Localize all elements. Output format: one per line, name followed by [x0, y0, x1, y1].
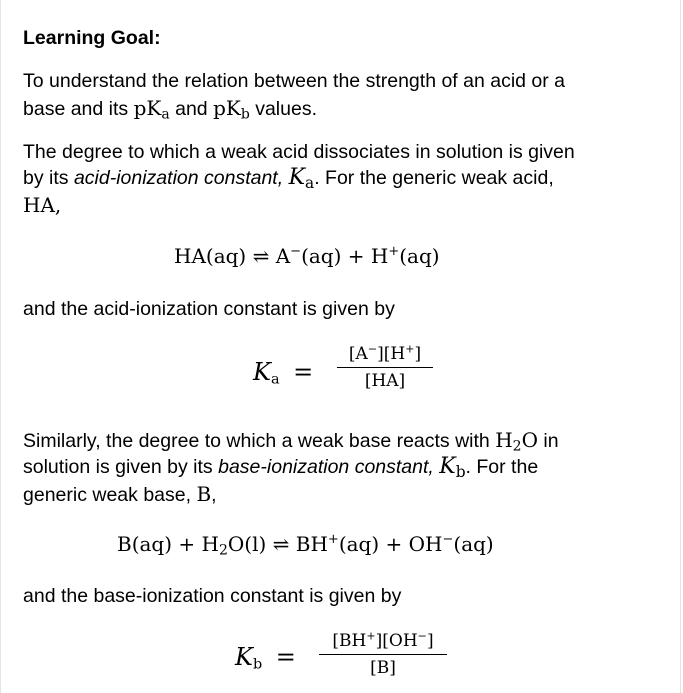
plus-sign: +	[347, 244, 365, 268]
base-text-3b: ,	[211, 484, 217, 506]
acid-constant-text: and the acid-ionization constant is given by	[23, 298, 395, 320]
kb-numerator: [BH+][OH−]	[332, 629, 434, 651]
a-minus-ion: A−(aq)	[275, 244, 342, 268]
ha-label: HA,	[23, 193, 62, 217]
equilibrium-arrow-icon-2: ⇌	[272, 532, 290, 556]
base-line-2	[23, 455, 538, 479]
learning-goal-title	[23, 26, 161, 50]
ka-symbol: $K_a$	[288, 165, 315, 192]
acid-line-1	[23, 140, 575, 164]
goal-line-1	[23, 69, 565, 93]
water-formula: $H_2O$	[495, 428, 538, 455]
bh-plus-ion: BH+(aq)	[295, 532, 380, 556]
base-text-1b: in	[537, 430, 559, 452]
ka-sub: a	[270, 371, 280, 388]
goal-text-2c: values.	[249, 98, 317, 120]
base-constant-intro	[23, 584, 401, 608]
base-constant-text: and the base-ionization constant is given by	[23, 585, 402, 607]
ka-k: K	[253, 358, 271, 386]
base-text-2a: solution is given by its	[23, 456, 219, 478]
base-text-2b: . For the	[465, 456, 539, 478]
ka-equals: =	[293, 358, 314, 386]
b-aq: B(aq)	[117, 532, 173, 556]
goal-text-2b: and	[169, 98, 214, 120]
equilibrium-arrow-icon: ⇌	[252, 244, 270, 268]
plus-sign-1: +	[178, 532, 196, 556]
title-text: Learning Goal:	[23, 27, 161, 49]
acid-line-3	[23, 193, 61, 217]
base-line-3	[23, 482, 217, 507]
pkb-symbol: $pK_b$	[213, 96, 250, 123]
kb-symbol: $K_b$	[439, 454, 466, 481]
acid-line-2	[23, 166, 554, 190]
ka-fraction-bar	[337, 367, 433, 368]
kb-expression-lhs	[235, 643, 296, 671]
kb-k: K	[235, 643, 253, 671]
base-reaction-equation	[117, 532, 494, 559]
ha-aq: HA(aq)	[174, 244, 247, 268]
acid-dissociation-equation	[174, 244, 440, 268]
acid-text-2b: . For the generic weak acid,	[314, 167, 554, 189]
base-line-1	[23, 428, 559, 453]
base-text-3a: generic weak base,	[23, 484, 197, 506]
kb-equals: =	[275, 643, 296, 671]
ka-denominator: [HA]	[364, 371, 406, 391]
kb-fraction	[319, 630, 447, 679]
kb-sub: b	[252, 656, 263, 673]
kb-fraction-bar	[319, 654, 447, 655]
ka-numerator: [A−][H+]	[348, 342, 422, 364]
ka-fraction	[337, 343, 433, 392]
acid-text-2a: by its	[23, 167, 74, 189]
ka-expression-lhs	[253, 358, 313, 386]
pka-symbol: $pK_a$	[133, 96, 170, 123]
b-label: B	[196, 482, 212, 506]
base-ionization-term: base-ionization constant,	[218, 456, 434, 478]
kb-denominator: [B]	[370, 658, 396, 678]
acid-text-1: The degree to which a weak acid dissociates in solution is given	[23, 141, 575, 163]
water-liquid: $H_2O(l)$	[201, 532, 267, 559]
goal-text-2a: base and its	[23, 98, 134, 120]
goal-text-1: To understand the relation between the strength of an acid or a	[23, 70, 566, 92]
h-plus-ion: H+(aq)	[370, 244, 440, 268]
acid-ionization-term: acid-ionization constant,	[73, 167, 284, 189]
oh-minus-ion: OH−(aq)	[408, 532, 494, 556]
goal-line-2	[23, 96, 317, 121]
base-text-1a: Similarly, the degree to which a weak base reacts with	[23, 430, 496, 452]
acid-constant-intro	[23, 297, 395, 321]
plus-sign-2: +	[385, 532, 403, 556]
